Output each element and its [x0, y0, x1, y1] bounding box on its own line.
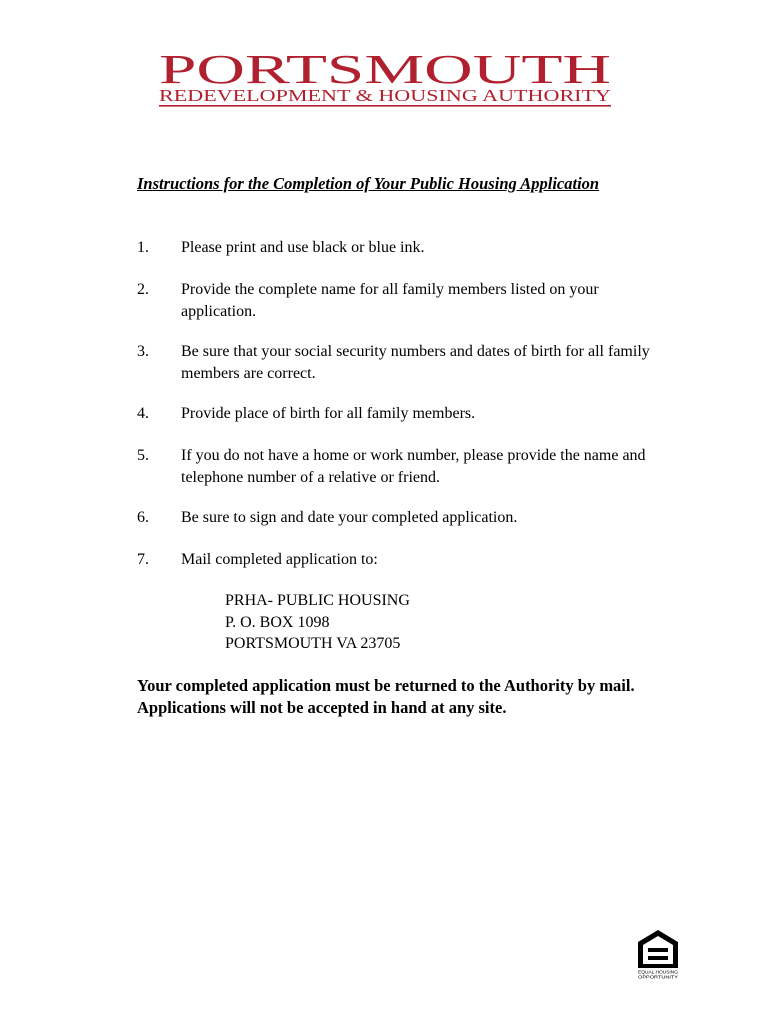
logo-name: PORTSMOUTH: [159, 48, 611, 92]
instruction-text: Please print and use black or blue ink.: [181, 239, 425, 256]
instruction-text: If you do not have a home or work number, please provide the name and telephone number of a relative or friend.: [181, 447, 646, 486]
notice-line: Applications will not be accepted in hand at any site.: [137, 697, 507, 717]
submission-notice: [137, 675, 635, 718]
prha-logo: [157, 48, 613, 108]
instruction-item: [137, 549, 677, 571]
address-line: PORTSMOUTH VA 23705: [225, 635, 401, 652]
instruction-item: [137, 507, 677, 529]
instruction-item: [137, 403, 677, 425]
instruction-item: [137, 445, 677, 488]
instruction-number: 5.: [137, 447, 149, 464]
instruction-number: 7.: [137, 551, 149, 568]
instruction-text: Provide place of birth for all family members.: [181, 405, 476, 422]
instruction-item: [137, 237, 677, 259]
instruction-text: Be sure that your social security numbers and dates of birth for all family members are correct.: [181, 343, 650, 382]
instruction-item: [137, 341, 677, 384]
eho-line2: OPPORTUNITY: [638, 974, 678, 980]
document-heading: Instructions for the Completion of Your Public Housing Application: [137, 174, 600, 193]
instruction-text: Provide the complete name for all family members listed on your application.: [181, 281, 599, 320]
instruction-number: 6.: [137, 509, 149, 526]
equal-housing-opportunity-icon: [636, 928, 680, 980]
logo-subtitle: REDEVELOPMENT & HOUSING AUTHORITY: [159, 86, 611, 105]
eho-line1: EQUAL HOUSING: [638, 969, 679, 975]
instruction-number: 2.: [137, 281, 149, 298]
address-line: P. O. BOX 1098: [225, 613, 330, 631]
instruction-number: 4.: [137, 405, 149, 422]
mailing-address: [225, 590, 410, 655]
instruction-number: 3.: [137, 343, 149, 360]
notice-line: Your completed application must be returned to the Authority by mail.: [137, 676, 635, 695]
instruction-item: [137, 279, 677, 322]
instruction-text: Mail completed application to:: [181, 551, 378, 568]
instruction-number: 1.: [137, 239, 149, 256]
address-line: PRHA- PUBLIC HOUSING: [225, 592, 410, 609]
instruction-text: Be sure to sign and date your completed application.: [181, 509, 518, 526]
